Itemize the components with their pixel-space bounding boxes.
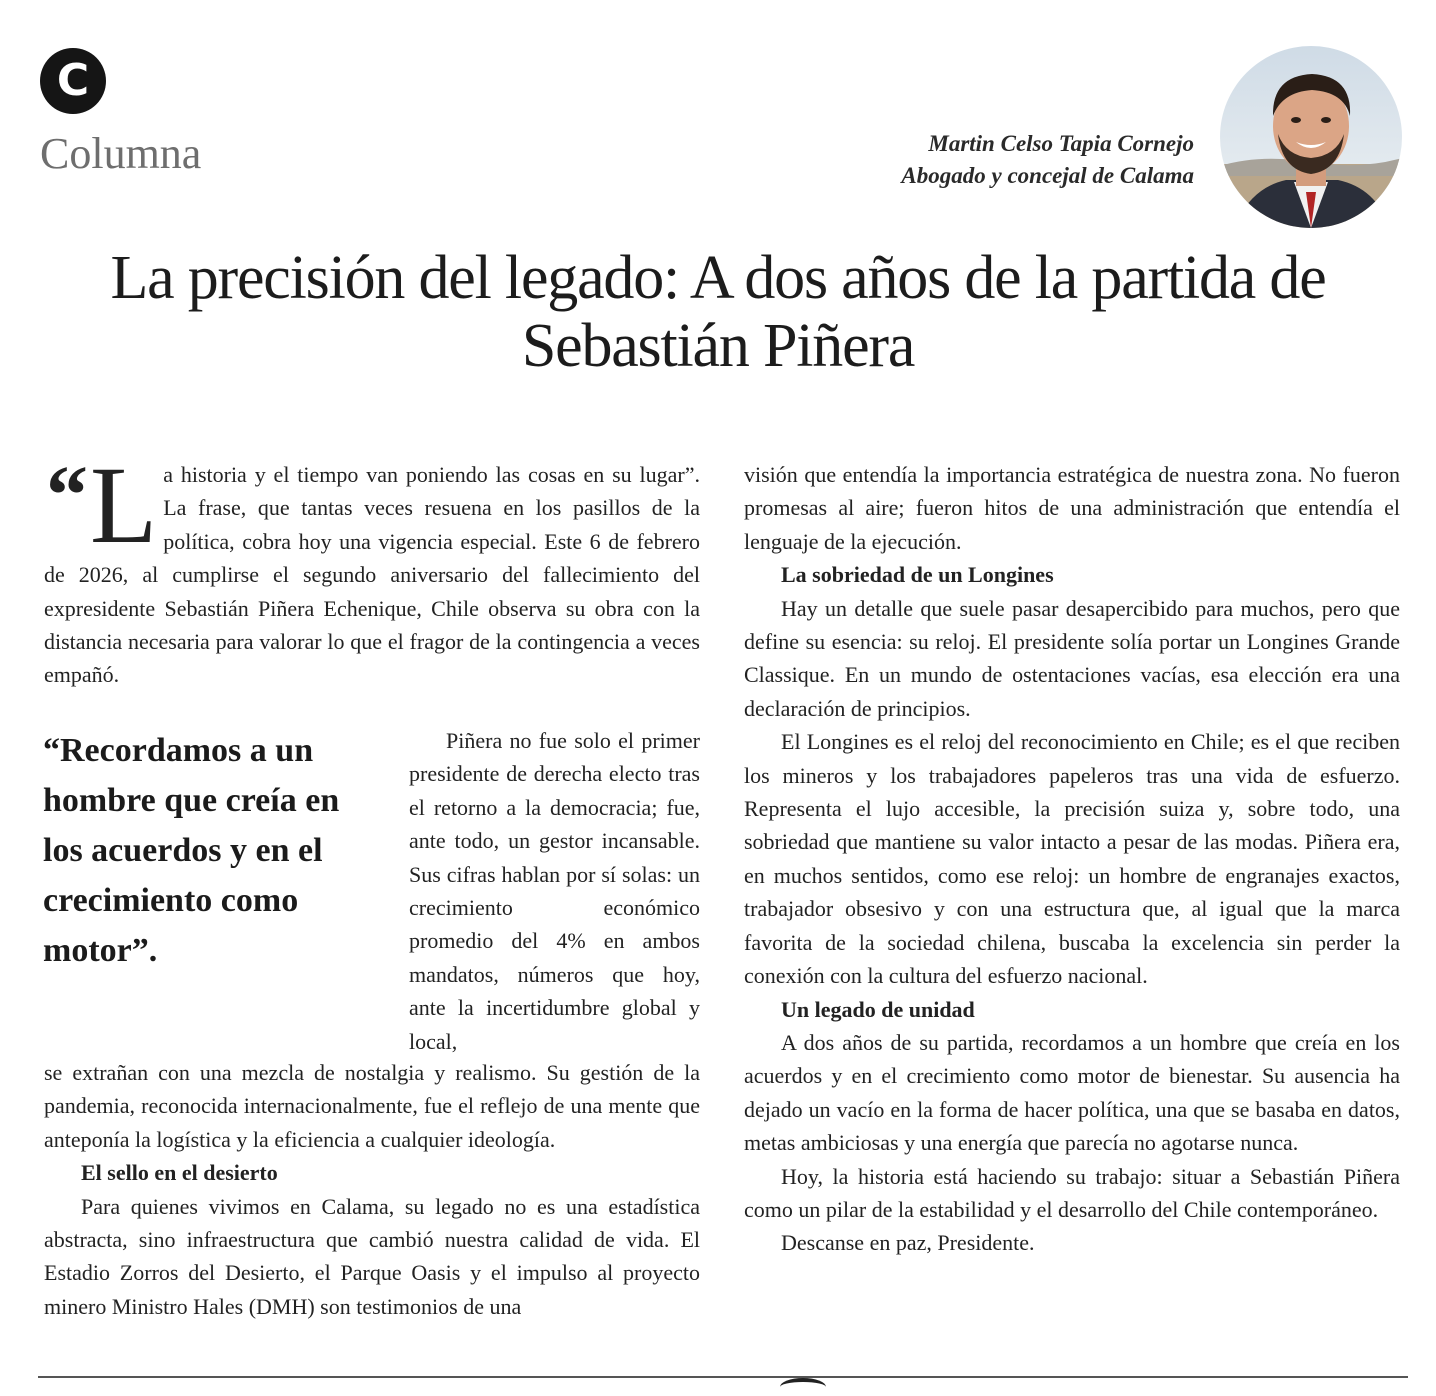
- paragraph-6: A dos años de su partida, recordamos a un hombre que creía en los acuerdos y en el crecimiento como motor de bienestar. Su ausencia ha dejado un vacío en la forma de hacer política, una que se basaba en datos, metas ambiciosas y una energía que parecía no agotarse nunca.: [744, 1029, 1400, 1156]
- paragraph-5: El Longines es el reloj del reconocimiento en Chile; es el que reciben los mineros y los trabajadores papeleros tras una vida de esfuerzo. Representa el lujo accesible, la precisión suiza y, sobre todo, una sobriedad que mantiene su valor intacto a pesar de las modas. Piñera era, en muchos sentidos, como ese reloj: un hombre de engranajes exactos, trabajador obsesivo y con una estructura que, al igual que la marca favorita de la sociedad chilena, buscaba la excelencia sin perder la conexión con la cultura del esfuerzo nacional.: [744, 729, 1400, 989]
- author-name: Martin Celso Tapia Cornejo: [928, 131, 1194, 156]
- bottom-ornament-icon: [780, 1378, 826, 1396]
- paragraph-4: Hay un detalle que suele pasar desapercibido para muchos, pero que define su esencia: su reloj. El presidente solía portar un Longines Grande Classique. En un mundo de ostentaciones vacías, esa elección era una declaración de principios.: [744, 595, 1400, 721]
- paragraph-3: Para quienes vivimos en Calama, su legado no es una estadística abstracta, sino infraestructura que cambió nuestra calidad de vida. El Estadio Zorros del Desierto, el Parque Oasis y el impulso al proyecto minero Ministro Hales (DMH) son testimonios de una: [44, 1193, 700, 1319]
- author-byline: [901, 128, 1194, 192]
- paragraph-2-narrow: Piñera no fue solo el primer presidente de derecha electo tras el retorno a la democracia; fue, ante todo, un gestor incansable. Sus cifras hablan por sí solas: un crecimiento económico promedio del 4% en ambos mandatos, números que hoy, ante la incertidumbre global y local,: [409, 728, 700, 1054]
- paragraph-2-continued: se extrañan con una mezcla de nostalgia y realismo. Su gestión de la pandemia, reconocida internacionalmente, fue el reflejo de una mente que anteponía la logística y la eficiencia a cualquier ideología.: [44, 1060, 700, 1152]
- paragraph-1: a historia y el tiempo van poniendo las cosas en su lugar”. La frase, que tantas veces resuena en los pasillos de la política, cobra hoy una vigencia especial. Este 6 de febrero de 2026, al cumplirse el segundo aniversario del fallecimiento del expresidente Sebastián Piñera Echenique, Chile observa su obra con la distancia necesaria para valorar lo que el fragor de la contingencia a veces empañó.: [44, 462, 700, 688]
- opening-quote-mark: “: [46, 449, 88, 542]
- pull-quote: “Recordamos a un hombre que creía en los acuerdos y en el crecimiento como motor”.: [43, 732, 340, 969]
- article-column-1-top: [44, 444, 700, 692]
- author-portrait-image: [1220, 46, 1402, 228]
- article-column-2: [744, 458, 1400, 1260]
- section-badge-icon: C: [40, 48, 106, 114]
- drop-cap: L: [90, 444, 158, 566]
- subheading-unidad: Un legado de unidad: [781, 996, 975, 1022]
- author-photo: [1220, 46, 1402, 228]
- author-role: Abogado y concejal de Calama: [901, 163, 1194, 188]
- article-column-1-narrow: [409, 724, 700, 1058]
- section-label: Columna: [40, 129, 202, 178]
- bottom-rule: [38, 1376, 1408, 1378]
- subheading-longines: La sobriedad de un Longines: [781, 562, 1054, 588]
- headline: La precisión del legado: A dos años de la partida de Sebastián Piñera: [110, 244, 1326, 380]
- paragraph-7: Hoy, la historia está haciendo su trabajo: situar a Sebastián Piñera como un pilar de la estabilidad y el desarrollo del Chile contemporáneo.: [744, 1163, 1400, 1222]
- paragraph-3-continued: visión que entendía la importancia estratégica de nuestra zona. No fueron promesas al aire; fueron hitos de una administración que entendía el lenguaje de la ejecución.: [744, 462, 1400, 554]
- article-column-1-bottom: [44, 1056, 700, 1323]
- paragraph-8: Descanse en paz, Presidente.: [781, 1230, 1035, 1256]
- subheading-sello: El sello en el desierto: [81, 1160, 278, 1186]
